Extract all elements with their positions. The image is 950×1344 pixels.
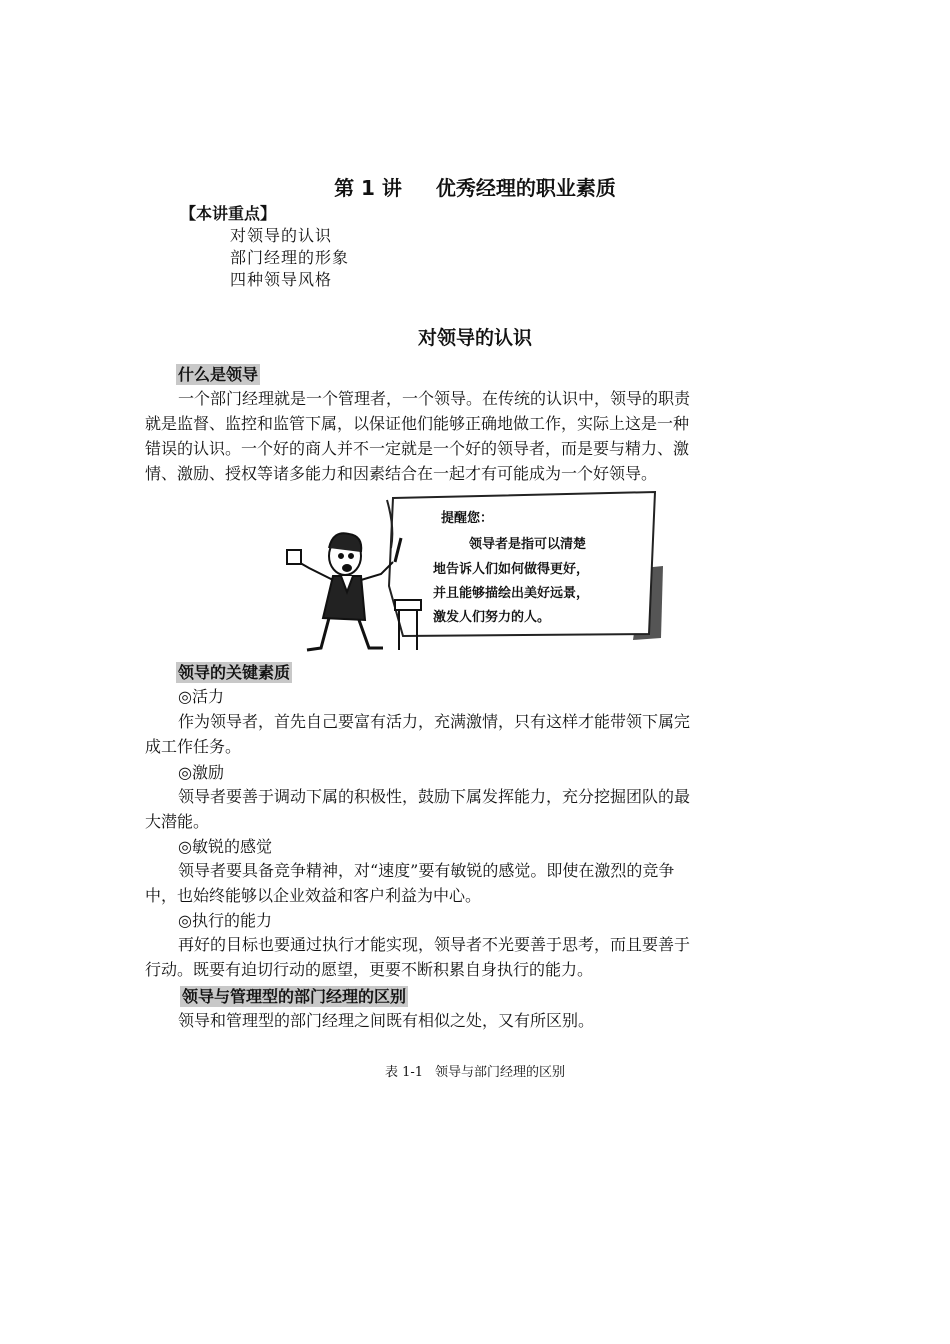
subheading-difference [180, 984, 408, 1007]
note-line: 并且能够描绘出美好远景， [433, 586, 590, 601]
lecture-number: 第 1 讲 [334, 176, 402, 200]
paragraph-line: 错误的认识。一个好的商人并不一定就是一个好的领导者，而是要与精力、激 [145, 439, 690, 458]
quality-paragraph [145, 858, 807, 908]
paragraph-line: 就是监督、监控和监管下属，以保证他们能够正确地做工作，实际上这是一种 [145, 414, 690, 433]
paragraph-line: 领导者要具备竞争精神，对“速度”要有敏锐的感觉。即使在激烈的竞争 [178, 861, 675, 880]
table-number: 表 1-1 [384, 1065, 424, 1080]
quality-paragraph [145, 784, 807, 834]
quality-label: ◎执行的能力 [178, 911, 272, 930]
note-title: 提醒您： [441, 511, 494, 526]
quality-label: ◎敏锐的感觉 [178, 837, 272, 856]
paragraph-line: 大潜能。 [145, 812, 210, 831]
quality-label: ◎激励 [178, 763, 224, 782]
subheading-what-is-leader [176, 362, 260, 385]
subheading-text: 什么是领导 [178, 365, 259, 384]
paragraph-line: 领导和管理型的部门经理之间既有相似之处，又有所区别。 [178, 1011, 595, 1030]
quality-paragraph [145, 932, 807, 982]
paragraph-line: 行动。既要有迫切行动的愿望，更要不断积累自身执行的能力。 [145, 960, 594, 979]
paragraph-line: 中，也始终能够以企业效益和客户利益为中心。 [145, 886, 482, 905]
paragraph-line: 再好的目标也要通过执行才能实现，领导者不光要善于思考，而且要善于 [178, 935, 691, 954]
reminder-illustration [283, 488, 665, 658]
paragraph-line: 作为领导者，首先自己要富有活力，充满激情，只有这样才能带领下属完 [178, 712, 691, 731]
paragraph-line: 一个部门经理就是一个管理者，一个领导。在传统的认识中，领导的职责 [178, 389, 691, 408]
quality-label: ◎活力 [178, 687, 224, 706]
paragraph-line: 情、激励、授权等诸多能力和因素结合在一起才有可能成为一个好领导。 [145, 464, 658, 483]
lecture-title: 优秀经理的职业素质 [435, 176, 616, 200]
quality-paragraph [145, 709, 807, 759]
paragraph-line: 成工作任务。 [145, 737, 242, 756]
subheading-text: 领导与管理型的部门经理的区别 [182, 987, 407, 1006]
note-line: 地告诉人们如何做得更好， [433, 562, 590, 577]
subheading-text: 领导的关键素质 [178, 663, 291, 682]
table-title: 领导与部门经理的区别 [435, 1065, 566, 1080]
paragraph-what-is-leader [145, 386, 807, 486]
paragraph-line: 领导者要善于调动下属的积极性，鼓励下属发挥能力，充分挖掘团队的最 [178, 787, 691, 806]
key-point-item: 部门经理的形象 [230, 248, 350, 267]
key-point-item: 对领导的认识 [230, 226, 333, 245]
note-line: 激发人们努力的人。 [433, 610, 551, 625]
key-points-heading: 【本讲重点】 [180, 204, 277, 223]
key-point-item: 四种领导风格 [230, 270, 333, 289]
paragraph-difference [145, 1008, 807, 1033]
note-line: 领导者是指可以清楚 [469, 537, 587, 552]
subheading-key-qualities [176, 660, 292, 683]
board-curl [387, 500, 392, 548]
section-title: 对领导的认识 [417, 327, 532, 349]
page-title [0, 172, 950, 201]
table-caption [0, 1061, 950, 1080]
